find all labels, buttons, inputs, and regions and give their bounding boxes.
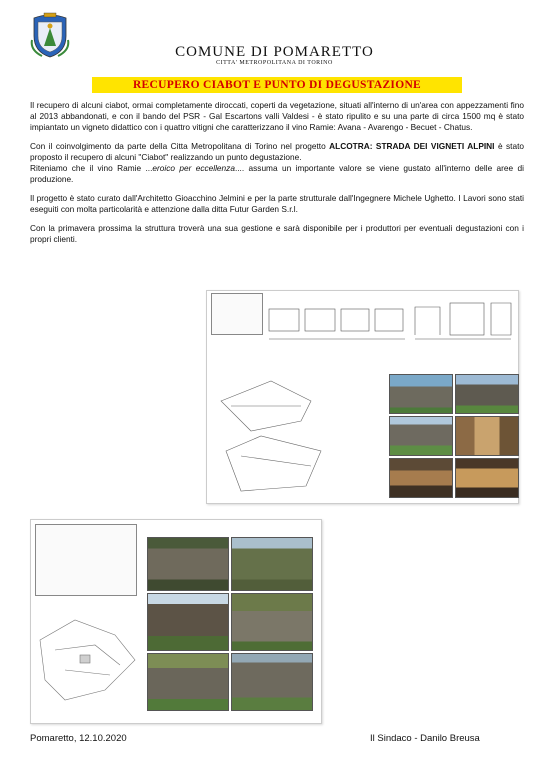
ruin-photo	[231, 537, 313, 591]
project-name: ALCOTRA: STRADA DEI VIGNETI ALPINI	[329, 141, 495, 151]
page-title: COMUNE DI POMARETTO	[175, 44, 374, 60]
ciabot-photo	[389, 374, 453, 414]
headline-banner: RECUPERO CIABOT E PUNTO DI DEGUSTAZIONE	[92, 77, 462, 93]
ruin-photo	[147, 653, 229, 711]
paragraph-4: Con la primavera prossima la struttura troverà una sua gestione e sarà disponibile per i produttori per eventuali degustazioni con i propri clienti.	[30, 223, 524, 244]
plan-drawings	[211, 371, 331, 501]
ruin-photo	[147, 537, 229, 591]
elevation-drawings	[265, 295, 515, 355]
ruin-photo	[231, 653, 313, 711]
body-text	[30, 100, 524, 253]
project-sheet-2	[30, 519, 322, 724]
ciabot-photo	[455, 374, 519, 414]
page-subtitle: CITTA' METROPOLITANA DI TORINO	[216, 60, 333, 66]
title-block	[35, 524, 137, 596]
ruin-photo	[231, 593, 313, 651]
paragraph-3: Il progetto è stato curato dall'Architetto Gioacchino Jelmini e per la parte strutturale dall'Ingegnere Michele Ughetto. I Lavori sono stati eseguiti con molta particolarità e attenzione dalla ditta Futur Garden S.r.l.	[30, 193, 524, 214]
ciabot-photo	[455, 416, 519, 456]
site-plan	[35, 600, 145, 720]
paragraph-1: Il recupero di alcuni ciabot, ormai completamente diroccati, coperti da vegetazione, situati all'interno di un'area con appezzamenti fino al 2013 abbandonati, e con il bando del PSR - Gal Escartons valli Valdesi - è stato ripulito e su una parte di circa 1500 mq è stato impiantato un vigneto didattico con i quattro vitigni che caratterizzano il vino Ramie: Avana - Avarengo - Becuet - Chatus.	[30, 100, 524, 132]
title-block	[211, 293, 263, 335]
mayor-signature: Il Sindaco - Danilo Breusa	[370, 733, 480, 744]
ciabot-photo	[389, 458, 453, 498]
project-sheet-1	[206, 290, 519, 504]
ruin-photo	[147, 593, 229, 651]
ciabot-photo	[455, 458, 519, 498]
place-and-date: Pomaretto, 12.10.2020	[30, 733, 127, 744]
ciabot-photo	[389, 416, 453, 456]
paragraph-2: Con il coinvolgimento da parte della Citta Metropolitana di Torino nel progetto ALCOTRA: STRADA DEI VIGNETI ALPINI è stato proposto il recupero di alcuni "Ciabot" realizzando un punto degustazione. Riteniamo che il vino Ramie ...eroico per eccellenza.... assuma un importante valore se viene gustato all'interno delle aree di produzione.	[30, 141, 524, 184]
